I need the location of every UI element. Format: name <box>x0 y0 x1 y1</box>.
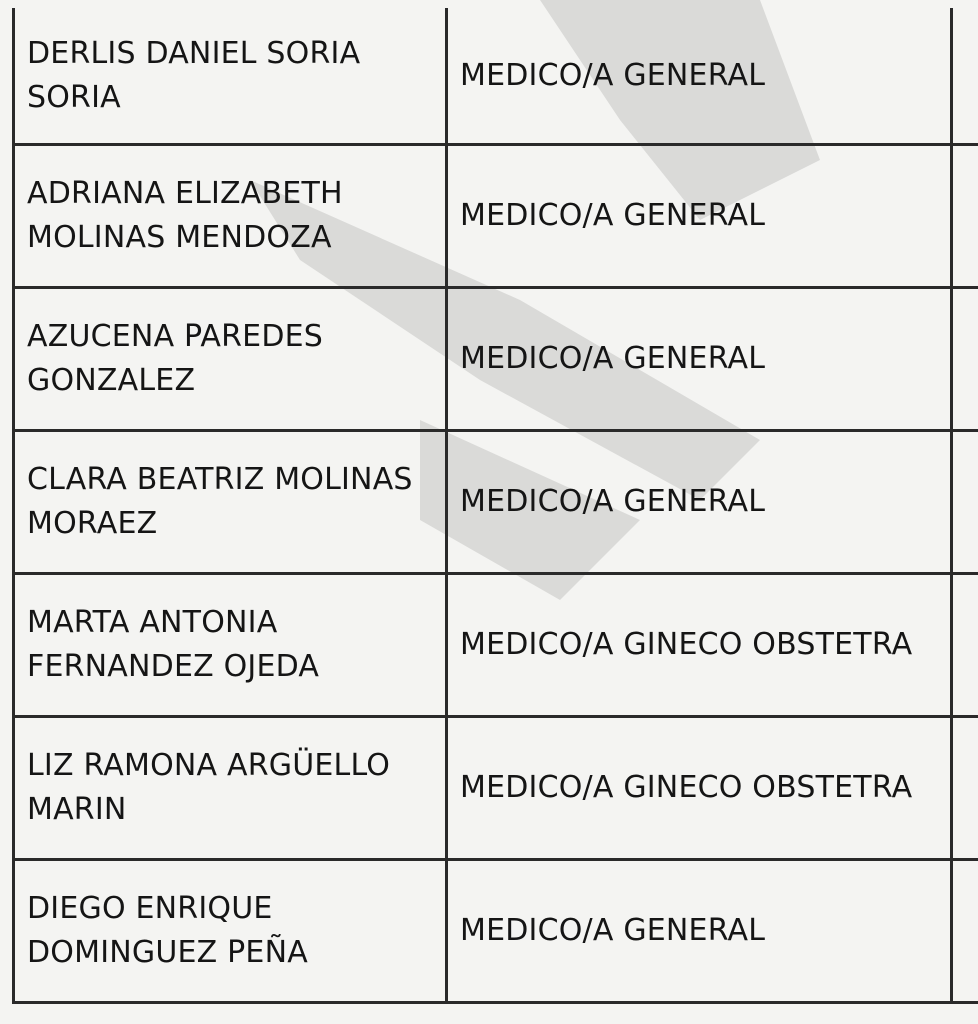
staff-table <box>12 8 978 1004</box>
staff-role: MEDICO/A GENERAL <box>447 8 952 145</box>
staff-name: LIZ RAMONA ARGÜELLO MARIN <box>14 717 447 860</box>
empty-cell <box>952 431 978 574</box>
staff-role: MEDICO/A GENERAL <box>447 145 952 288</box>
table-row <box>14 717 978 860</box>
empty-cell <box>952 145 978 288</box>
staff-role: MEDICO/A GINECO OBSTETRA <box>447 574 952 717</box>
table-row <box>14 145 978 288</box>
empty-cell <box>952 860 978 1003</box>
staff-name: AZUCENA PAREDES GONZALEZ <box>14 288 447 431</box>
table-row <box>14 8 978 145</box>
staff-name: MARTA ANTONIA FERNANDEZ OJEDA <box>14 574 447 717</box>
empty-cell <box>952 8 978 145</box>
table-row <box>14 574 978 717</box>
table-row <box>14 431 978 574</box>
staff-role: MEDICO/A GENERAL <box>447 288 952 431</box>
empty-cell <box>952 574 978 717</box>
staff-role: MEDICO/A GINECO OBSTETRA <box>447 717 952 860</box>
staff-role: MEDICO/A GENERAL <box>447 860 952 1003</box>
staff-name: DERLIS DANIEL SORIA SORIA <box>14 8 447 145</box>
staff-name: ADRIANA ELIZABETH MOLINAS MENDOZA <box>14 145 447 288</box>
staff-role: MEDICO/A GENERAL <box>447 431 952 574</box>
table-row <box>14 288 978 431</box>
empty-cell <box>952 717 978 860</box>
staff-name: DIEGO ENRIQUE DOMINGUEZ PEÑA <box>14 860 447 1003</box>
empty-cell <box>952 288 978 431</box>
staff-name: CLARA BEATRIZ MOLINAS MORAEZ <box>14 431 447 574</box>
table-row <box>14 860 978 1003</box>
